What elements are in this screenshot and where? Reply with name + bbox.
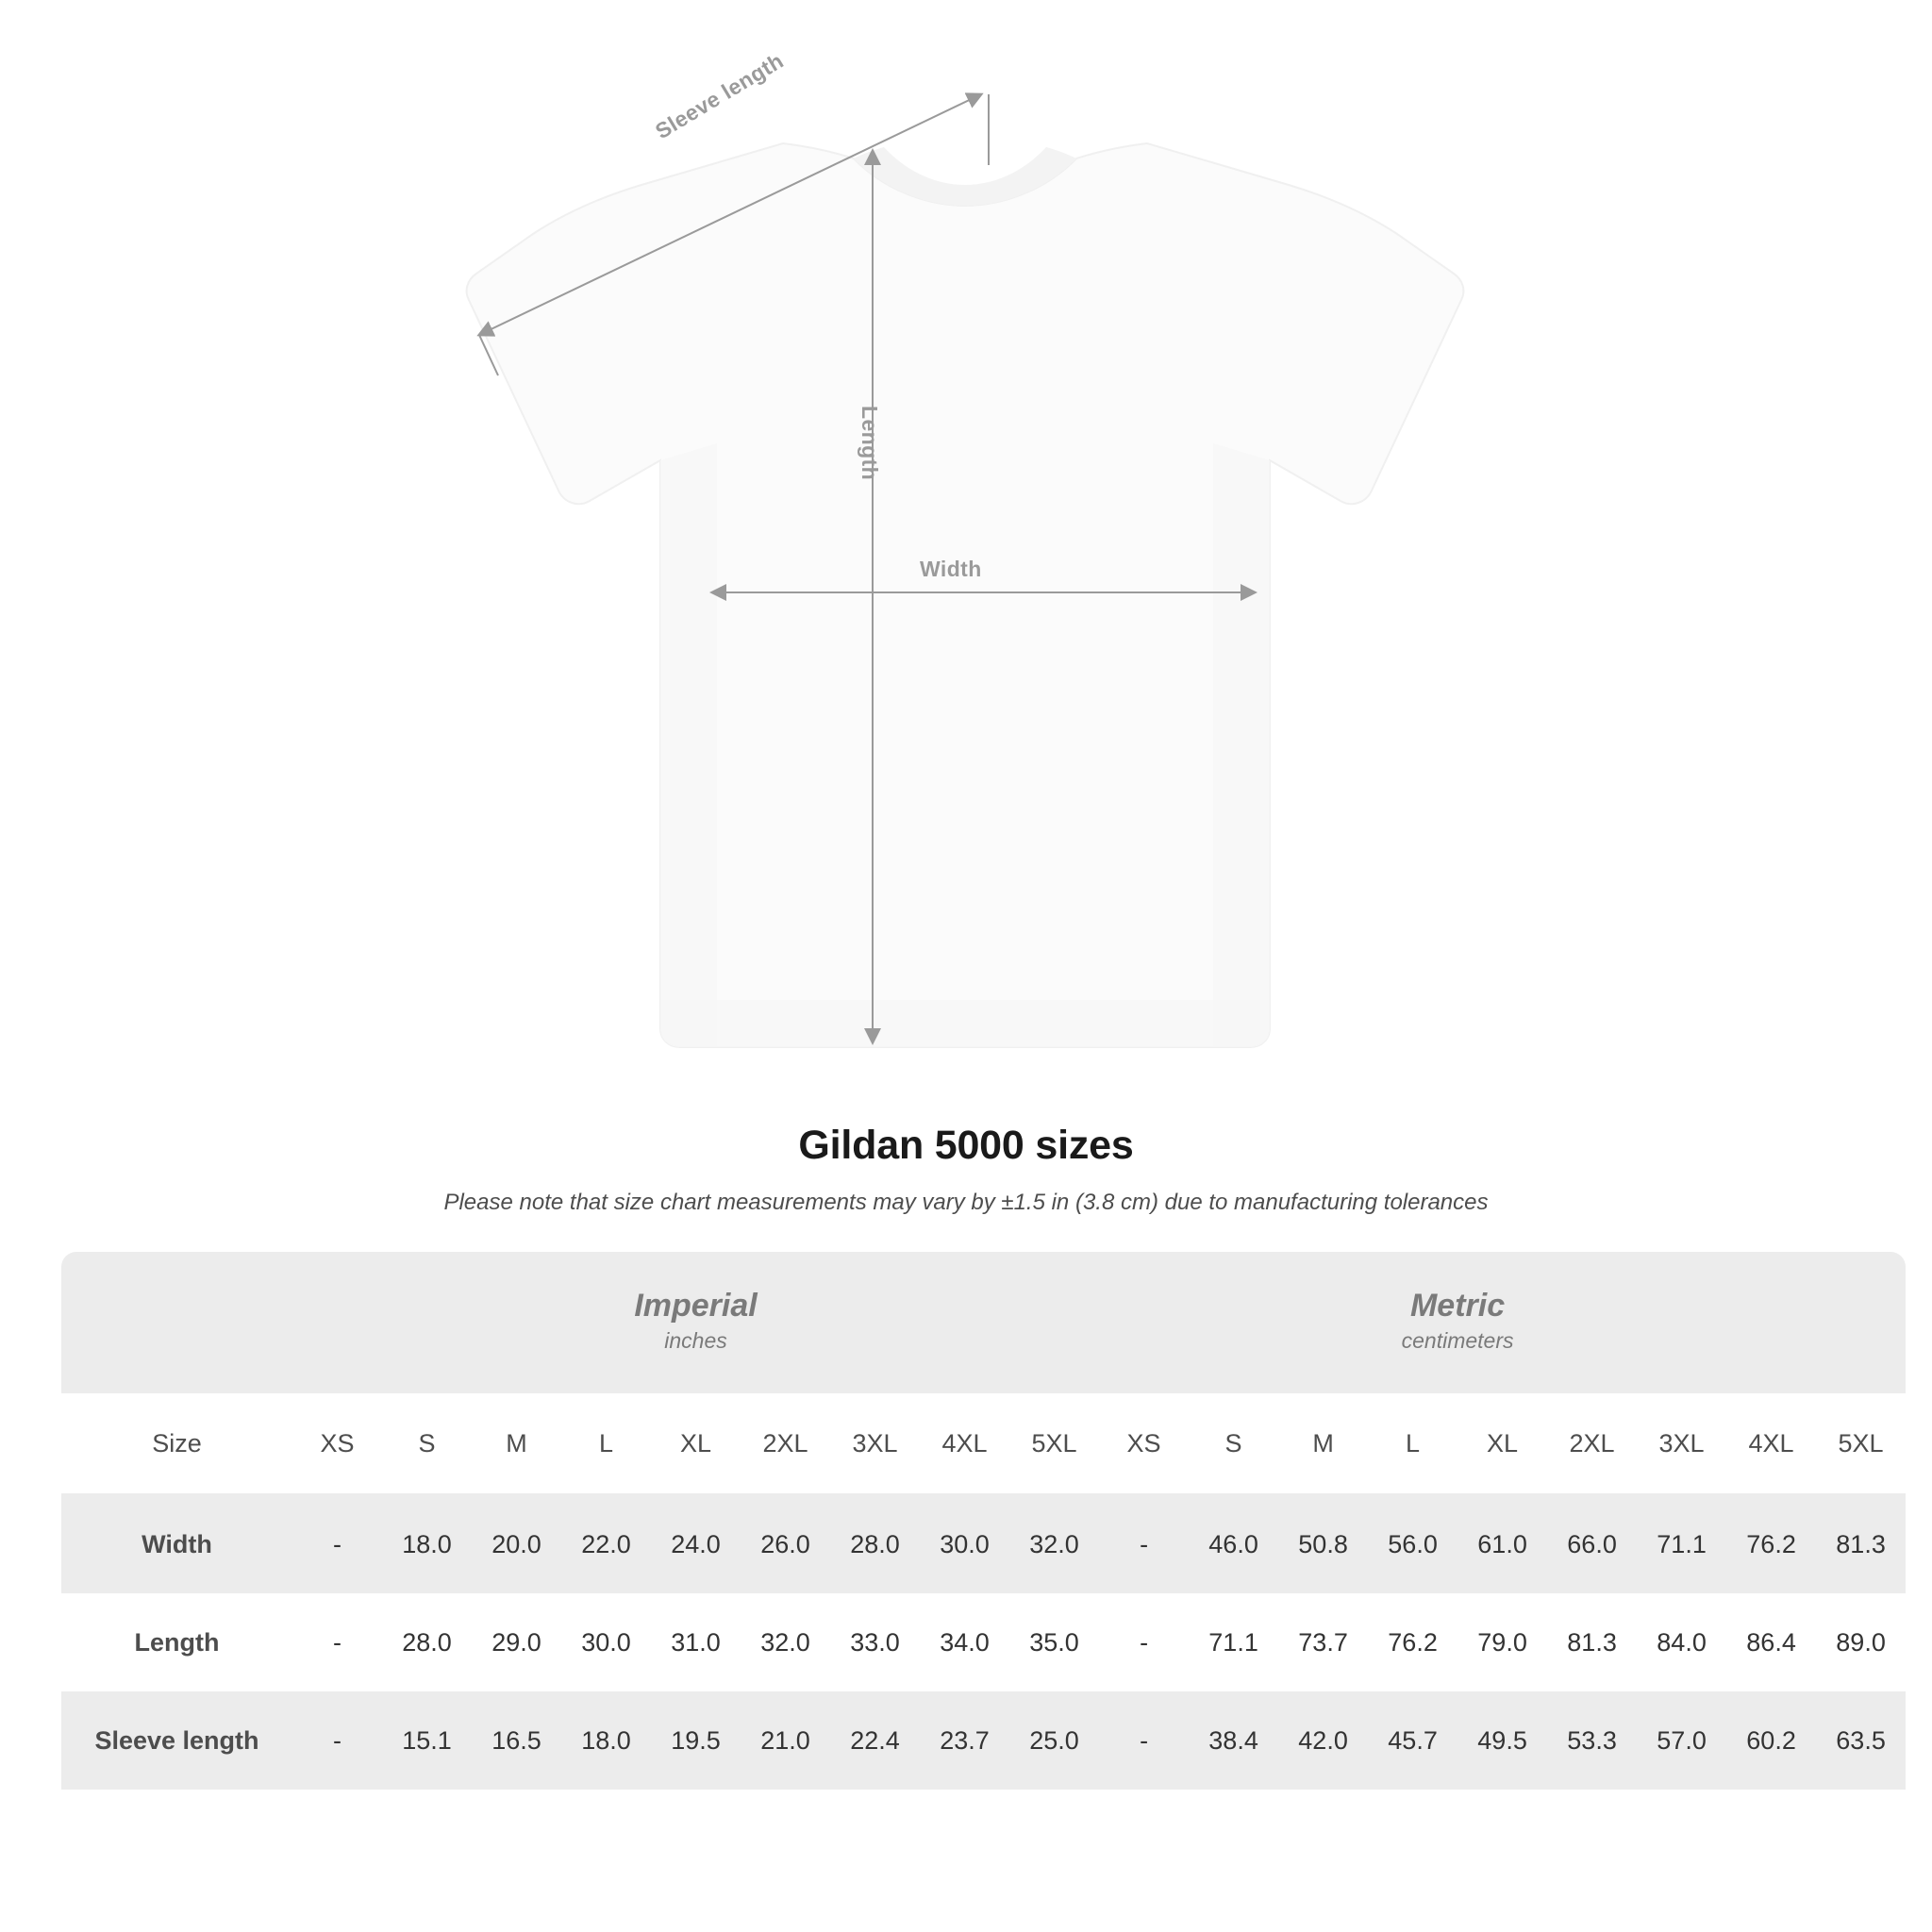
cell-width-metric-2xl: 66.0 [1547, 1495, 1637, 1593]
cell-width-metric-s: 46.0 [1189, 1495, 1278, 1593]
cell-sleeve-metric-2xl: 53.3 [1547, 1691, 1637, 1790]
size-header-imperial-xl: XL [651, 1393, 741, 1495]
cell-sleeve-imperial-2xl: 21.0 [741, 1691, 830, 1790]
cell-width-imperial-xl: 24.0 [651, 1495, 741, 1593]
unit-header-spacer [61, 1252, 292, 1393]
size-header-imperial-5xl: 5XL [1009, 1393, 1099, 1495]
cell-sleeve-metric-4xl: 60.2 [1726, 1691, 1816, 1790]
size-header-imperial-s: S [382, 1393, 472, 1495]
unit-header-row [61, 1252, 1906, 1393]
cell-length-imperial-2xl: 32.0 [760, 1627, 810, 1657]
size-header-imperial-m: M [472, 1393, 561, 1495]
cell-width-imperial-2xl: 26.0 [741, 1495, 830, 1593]
unit-header-imperial [292, 1252, 1099, 1393]
cell-length-imperial-m: 29.0 [491, 1627, 541, 1657]
table-row [61, 1593, 1906, 1691]
size-header-imperial-4xl: 4XL [920, 1393, 1009, 1495]
cell-sleeve-metric-5xl: 63.5 [1816, 1691, 1906, 1790]
cell-sleeve-imperial-xl: 19.5 [651, 1691, 741, 1790]
cell-sleeve-imperial-l: 18.0 [561, 1691, 651, 1790]
size-header-metric-4xl: 4XL [1726, 1393, 1816, 1495]
unit-name-metric: Metric [1409, 1288, 1506, 1324]
cell-width-metric-xs: - [1099, 1495, 1189, 1593]
cell-sleeve-metric-m: 42.0 [1278, 1691, 1368, 1790]
cell-sleeve-imperial-3xl: 22.4 [830, 1691, 920, 1790]
cell-length-imperial-4xl: 34.0 [940, 1627, 990, 1657]
cell-length-metric-4xl: 86.4 [1746, 1627, 1796, 1657]
size-header-metric-3xl: 3XL [1637, 1393, 1726, 1495]
table-row [61, 1495, 1906, 1593]
size-header-imperial-2xl: 2XL [741, 1393, 830, 1495]
size-header-metric-l: L [1368, 1393, 1457, 1495]
size-header-metric-m: M [1278, 1393, 1368, 1495]
cell-width-metric-4xl: 76.2 [1726, 1495, 1816, 1593]
row-label-header: Size [61, 1393, 292, 1495]
cell-width-imperial-s: 18.0 [382, 1495, 472, 1593]
cell-width-imperial-4xl: 30.0 [920, 1495, 1009, 1593]
cell-width-metric-l: 56.0 [1368, 1495, 1457, 1593]
cell-length-metric-2xl: 81.3 [1567, 1627, 1617, 1657]
cell-sleeve-imperial-s: 15.1 [382, 1691, 472, 1790]
cell-length-imperial-3xl: 33.0 [850, 1627, 900, 1657]
unit-name-imperial: Imperial [634, 1288, 758, 1324]
unit-sub-metric: centimeters [1401, 1328, 1514, 1354]
cell-sleeve-imperial-5xl: 25.0 [1009, 1691, 1099, 1790]
tshirt-shape [467, 143, 1464, 1047]
cell-sleeve-metric-xs: - [1099, 1691, 1189, 1790]
cell-width-metric-3xl: 71.1 [1637, 1495, 1726, 1593]
size-header-metric-xs: XS [1099, 1393, 1189, 1495]
cell-length-metric-s: 71.1 [1208, 1627, 1258, 1657]
table-row [61, 1691, 1906, 1790]
row-label-width: Width [61, 1495, 292, 1593]
cell-sleeve-metric-s: 38.4 [1189, 1691, 1278, 1790]
size-header-metric-5xl: 5XL [1816, 1393, 1906, 1495]
size-table [61, 1252, 1906, 1790]
cell-sleeve-imperial-xs: - [292, 1691, 382, 1790]
unit-header-spacer-right [1816, 1252, 1906, 1393]
size-header-imperial-l: L [561, 1393, 651, 1495]
size-header-imperial-xs: XS [292, 1393, 382, 1495]
size-header-row [61, 1393, 1906, 1495]
cell-width-metric-5xl: 81.3 [1816, 1495, 1906, 1593]
sleeve-length-label: Sleeve length [651, 47, 788, 144]
cell-width-imperial-5xl: 32.0 [1009, 1495, 1099, 1593]
page-title: Gildan 5000 sizes [798, 1123, 1134, 1168]
unit-header-metric [1099, 1252, 1816, 1393]
size-header-metric-2xl: 2XL [1547, 1393, 1637, 1495]
cell-width-imperial-l: 22.0 [561, 1495, 651, 1593]
cell-length-imperial-s: 28.0 [402, 1627, 452, 1657]
cell-width-imperial-3xl: 28.0 [830, 1495, 920, 1593]
cell-length-imperial-xs: - [333, 1627, 341, 1657]
cell-width-metric-m: 50.8 [1278, 1495, 1368, 1593]
cell-length-imperial-l: 30.0 [581, 1627, 631, 1657]
cell-length-imperial-xl: 31.0 [671, 1627, 721, 1657]
size-table-wrap [61, 1252, 1886, 1790]
width-label: Width [920, 557, 982, 581]
cell-sleeve-imperial-m: 16.5 [472, 1691, 561, 1790]
cell-sleeve-metric-3xl: 57.0 [1637, 1691, 1726, 1790]
cell-width-imperial-m: 20.0 [472, 1495, 561, 1593]
size-header-imperial-3xl: 3XL [830, 1393, 920, 1495]
row-label-length: Length [134, 1627, 220, 1657]
cell-length-metric-l: 76.2 [1388, 1627, 1438, 1657]
cell-length-metric-3xl: 84.0 [1657, 1627, 1707, 1657]
cell-width-metric-xl: 61.0 [1457, 1495, 1547, 1593]
cell-length-metric-xs: - [1140, 1627, 1149, 1657]
title-block [0, 1123, 1932, 1216]
size-header-metric-xl: XL [1457, 1393, 1547, 1495]
cell-sleeve-imperial-4xl: 23.7 [920, 1691, 1009, 1790]
cell-length-metric-5xl: 89.0 [1836, 1627, 1886, 1657]
length-label: Length [858, 406, 882, 481]
cell-sleeve-metric-xl: 49.5 [1457, 1691, 1547, 1790]
size-header-metric-s: S [1189, 1393, 1278, 1495]
cell-length-metric-xl: 79.0 [1477, 1627, 1527, 1657]
unit-sub-imperial: inches [664, 1328, 727, 1354]
cell-length-metric-m: 73.7 [1298, 1627, 1348, 1657]
cell-width-imperial-xs: - [292, 1495, 382, 1593]
row-label-sleeve-length: Sleeve length [61, 1691, 292, 1790]
cell-sleeve-metric-l: 45.7 [1368, 1691, 1457, 1790]
tolerance-note: Please note that size chart measurements may vary by ±1.5 in (3.8 cm) due to manufacturing tolerances [443, 1190, 1489, 1215]
cell-length-imperial-5xl: 35.0 [1029, 1627, 1079, 1657]
